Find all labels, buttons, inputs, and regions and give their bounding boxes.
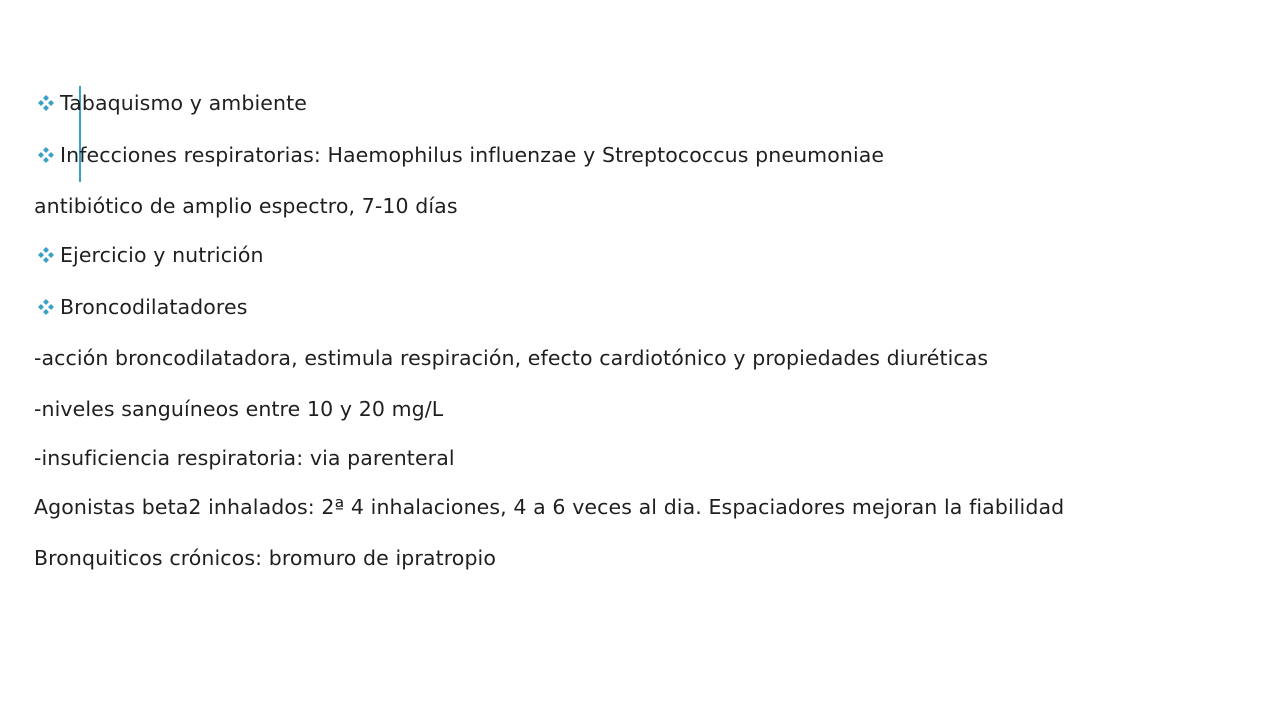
bullet-line-1: [34, 90, 307, 116]
text-line-9: [34, 494, 1064, 520]
bullet-line-2: [34, 142, 884, 168]
line-text: Bronquiticos crónicos: bromuro de ipratropio: [34, 546, 496, 570]
line-text: Ejercicio y nutrición: [60, 243, 264, 267]
four-diamond-bullet-icon: [36, 245, 56, 265]
line-text: Agonistas beta2 inhalados: 2ª 4 inhalaciones, 4 a 6 veces al dia. Espaciadores mejoran la fiabilidad: [34, 495, 1065, 519]
line-text: -niveles sanguíneos entre 10 y 20 mg/L: [34, 397, 444, 421]
line-text: antibiótico de amplio espectro, 7-10 días: [34, 194, 458, 218]
text-line-10: [34, 545, 496, 571]
text-line-8: [34, 445, 455, 471]
text-line-3: [34, 193, 458, 219]
line-text: -insuficiencia respiratoria: via parenteral: [34, 446, 455, 470]
text-line-7: [34, 396, 443, 422]
bullet-line-5: [34, 294, 247, 320]
line-text: -acción broncodilatadora, estimula respiración, efecto cardiotónico y propiedades diuréticas: [34, 346, 989, 370]
four-diamond-bullet-icon: [36, 297, 56, 317]
four-diamond-bullet-icon: [36, 145, 56, 165]
four-diamond-bullet-icon: [36, 93, 56, 113]
bullet-line-4: [34, 242, 264, 268]
line-text: Broncodilatadores: [60, 295, 248, 319]
line-text: Infecciones respiratorias: Haemophilus influenzae y Streptococcus pneumoniae: [60, 143, 885, 167]
text-line-6: [34, 345, 988, 371]
line-text: Tabaquismo y ambiente: [60, 91, 307, 115]
